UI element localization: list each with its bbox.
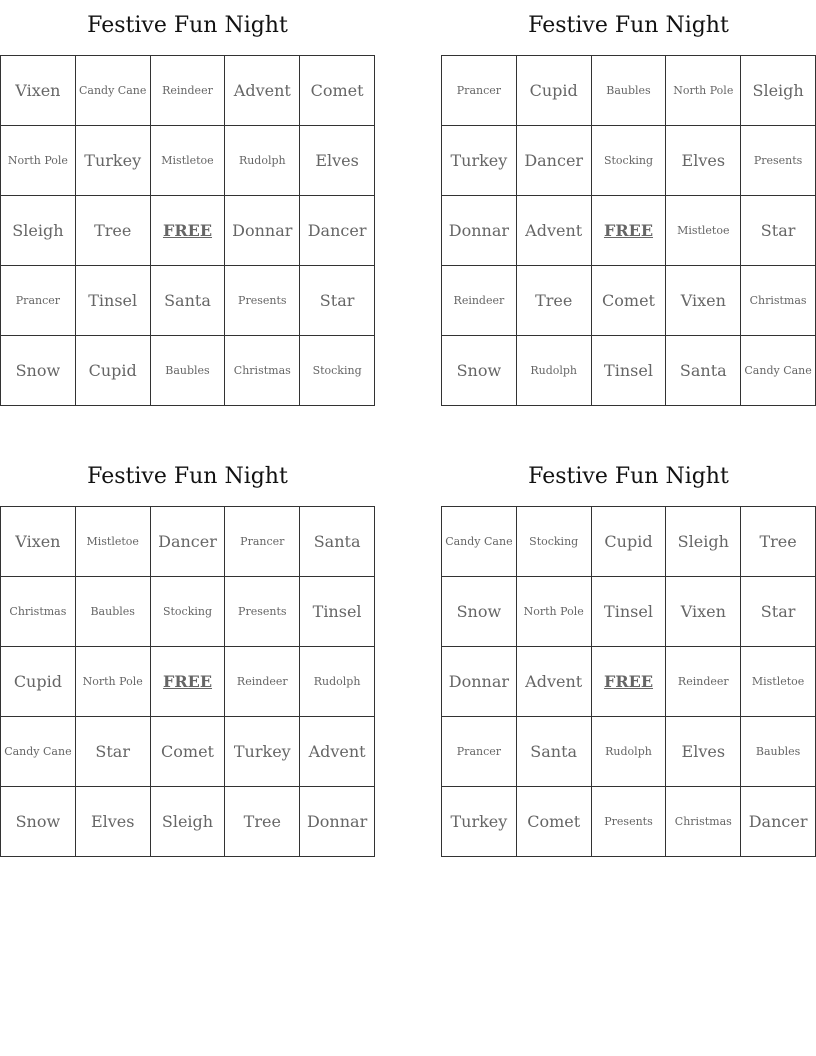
bingo-cell: Tree (225, 787, 300, 857)
card-title: Festive Fun Night (528, 464, 729, 489)
bingo-cell: Donnar (442, 647, 517, 717)
bingo-cell: Christmas (225, 336, 300, 406)
bingo-cell: Dancer (517, 126, 592, 196)
bingo-card-4 (441, 451, 816, 857)
bingo-cell: Christmas (1, 577, 76, 647)
bingo-cell: Elves (666, 126, 741, 196)
bingo-cell: Baubles (741, 717, 816, 787)
bingo-cell: Cupid (1, 647, 76, 717)
bingo-cell: North Pole (666, 56, 741, 126)
bingo-cell: Santa (517, 717, 592, 787)
bingo-cell: Snow (1, 336, 76, 406)
bingo-cell: Prancer (225, 507, 300, 577)
bingo-cell: Tree (517, 266, 592, 336)
bingo-cell: Tinsel (592, 577, 667, 647)
bingo-cell: Candy Cane (1, 717, 76, 787)
bingo-cell: Presents (225, 577, 300, 647)
bingo-cell: Donnar (442, 196, 517, 266)
bingo-card-3 (0, 451, 375, 857)
bingo-cell: Comet (300, 56, 375, 126)
bingo-cell: Baubles (76, 577, 151, 647)
bingo-cell: Vixen (1, 56, 76, 126)
bingo-cell: Sleigh (1, 196, 76, 266)
bingo-cell: Reindeer (442, 266, 517, 336)
bingo-cell: Tree (741, 507, 816, 577)
bingo-cell: Turkey (76, 126, 151, 196)
bingo-grid (0, 55, 375, 406)
bingo-cell: Cupid (592, 507, 667, 577)
bingo-cell: Cupid (517, 56, 592, 126)
bingo-cell: Comet (592, 266, 667, 336)
bingo-cell: Rudolph (225, 126, 300, 196)
bingo-cell: Baubles (151, 336, 226, 406)
bingo-grid (0, 506, 375, 857)
bingo-cell: Comet (517, 787, 592, 857)
bingo-cell: Mistletoe (666, 196, 741, 266)
bingo-cell: Vixen (666, 266, 741, 336)
bingo-cell: Rudolph (517, 336, 592, 406)
bingo-cell: Star (741, 577, 816, 647)
bingo-cell: Advent (225, 56, 300, 126)
bingo-cell: Tree (76, 196, 151, 266)
bingo-cell: Turkey (225, 717, 300, 787)
bingo-cell: Advent (517, 647, 592, 717)
bingo-cell: Elves (300, 126, 375, 196)
bingo-cell: Stocking (517, 507, 592, 577)
bingo-cell: Prancer (1, 266, 76, 336)
bingo-cell: Santa (666, 336, 741, 406)
bingo-cell: Star (300, 266, 375, 336)
bingo-cell: Prancer (442, 717, 517, 787)
bingo-cell: Star (76, 717, 151, 787)
bingo-cell: Tinsel (592, 336, 667, 406)
bingo-cell: Tinsel (300, 577, 375, 647)
bingo-cell: Cupid (76, 336, 151, 406)
bingo-cell: Snow (442, 336, 517, 406)
bingo-cell: Dancer (741, 787, 816, 857)
bingo-cell: Snow (442, 577, 517, 647)
bingo-cell: Rudolph (592, 717, 667, 787)
bingo-cell: Reindeer (666, 647, 741, 717)
bingo-cell: Sleigh (666, 507, 741, 577)
free-space: FREE (592, 647, 667, 717)
bingo-cell: North Pole (1, 126, 76, 196)
bingo-card-1 (0, 0, 375, 406)
bingo-cell: Tinsel (76, 266, 151, 336)
bingo-cell: North Pole (517, 577, 592, 647)
bingo-cell: Mistletoe (741, 647, 816, 717)
card-title: Festive Fun Night (528, 13, 729, 38)
bingo-cell: Mistletoe (151, 126, 226, 196)
bingo-cell: Dancer (300, 196, 375, 266)
card-title: Festive Fun Night (87, 13, 288, 38)
bingo-cell: Candy Cane (442, 507, 517, 577)
bingo-cell: Presents (225, 266, 300, 336)
bingo-cell: Comet (151, 717, 226, 787)
bingo-cell: Santa (151, 266, 226, 336)
bingo-cell: Reindeer (225, 647, 300, 717)
free-space: FREE (151, 196, 226, 266)
bingo-cell: Donnar (300, 787, 375, 857)
bingo-cell: Dancer (151, 507, 226, 577)
bingo-cell: Advent (517, 196, 592, 266)
bingo-cell: Presents (741, 126, 816, 196)
bingo-cell: Reindeer (151, 56, 226, 126)
free-space: FREE (592, 196, 667, 266)
bingo-cell: Turkey (442, 126, 517, 196)
bingo-cell: Rudolph (300, 647, 375, 717)
bingo-cell: Mistletoe (76, 507, 151, 577)
bingo-cell: Baubles (592, 56, 667, 126)
bingo-cell: Elves (666, 717, 741, 787)
card-title: Festive Fun Night (87, 464, 288, 489)
bingo-cell: Snow (1, 787, 76, 857)
bingo-card-2 (441, 0, 816, 406)
bingo-cell: Christmas (741, 266, 816, 336)
bingo-cell: Elves (76, 787, 151, 857)
free-space: FREE (151, 647, 226, 717)
bingo-cell: Presents (592, 787, 667, 857)
bingo-cell: Vixen (1, 507, 76, 577)
bingo-cell: Donnar (225, 196, 300, 266)
bingo-cell: Vixen (666, 577, 741, 647)
bingo-cell: Candy Cane (76, 56, 151, 126)
bingo-cell: Sleigh (151, 787, 226, 857)
bingo-cell: Stocking (151, 577, 226, 647)
bingo-cell: Stocking (300, 336, 375, 406)
bingo-cell: Prancer (442, 56, 517, 126)
bingo-cell: Sleigh (741, 56, 816, 126)
bingo-cell: Star (741, 196, 816, 266)
bingo-grid (441, 506, 816, 857)
bingo-cell: Santa (300, 507, 375, 577)
bingo-grid (441, 55, 816, 406)
bingo-cell: Christmas (666, 787, 741, 857)
bingo-cell: Candy Cane (741, 336, 816, 406)
bingo-cell: Stocking (592, 126, 667, 196)
bingo-cell: Turkey (442, 787, 517, 857)
bingo-cell: Advent (300, 717, 375, 787)
bingo-cell: North Pole (76, 647, 151, 717)
